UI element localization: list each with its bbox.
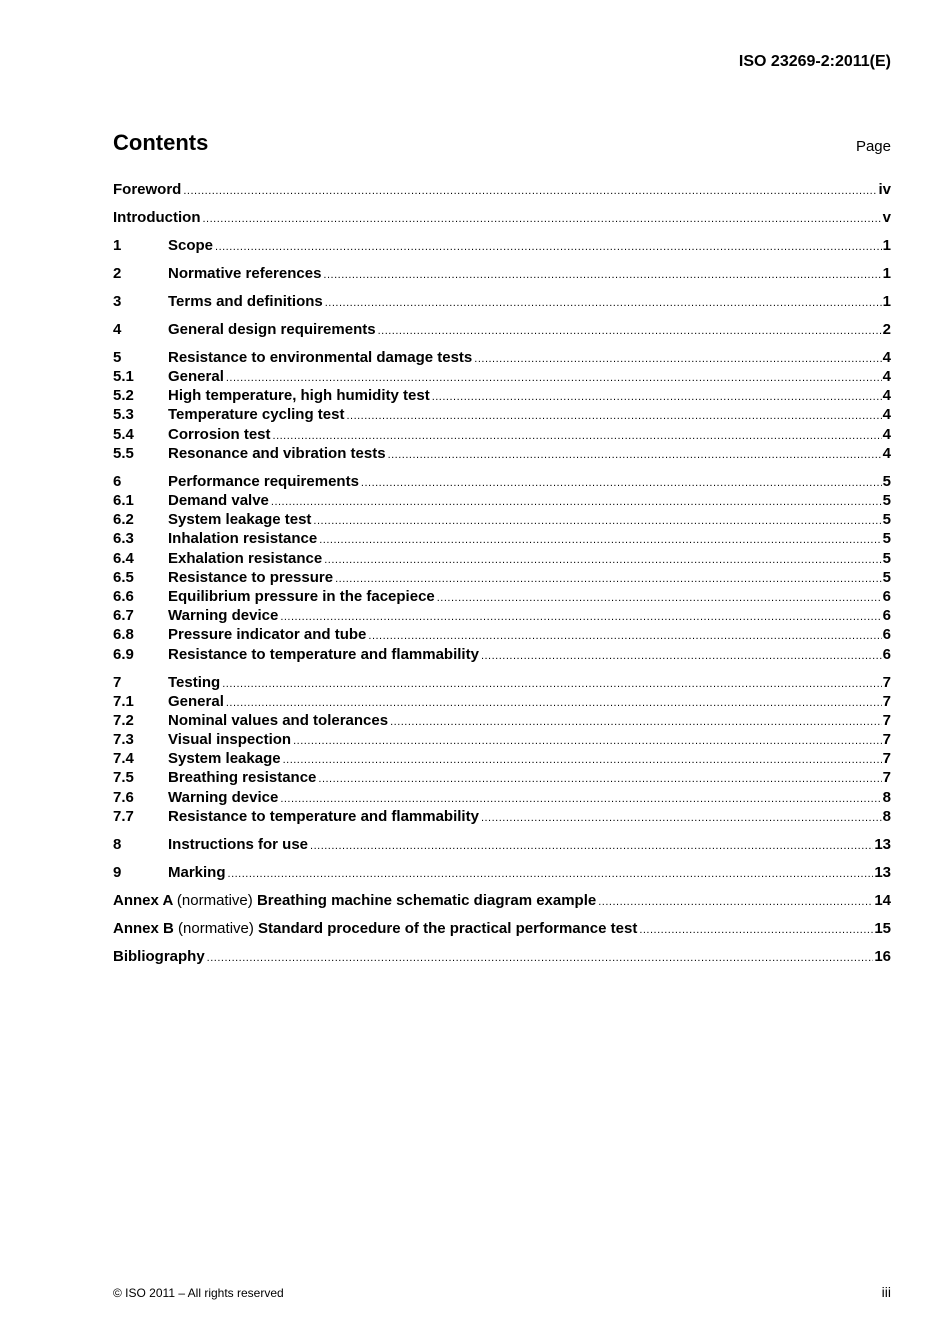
toc-entry[interactable] [113, 529, 891, 548]
toc-entry-number: 7.2 [113, 711, 134, 729]
copyright-footer: © ISO 2011 – All rights reserved [113, 1286, 284, 1300]
toc-entry-title: Instructions for use [168, 835, 309, 853]
toc-entry-title: Equilibrium pressure in the facepiece [168, 587, 435, 605]
toc-entry-page: 7 [882, 711, 891, 729]
toc-entry-title: Visual inspection [168, 731, 292, 749]
toc-entry-page: 6 [882, 607, 891, 625]
dot-leader [361, 474, 882, 493]
toc-entry-title: Resonance and vibration tests [168, 444, 386, 462]
toc-entry-number: 7 [113, 673, 122, 691]
toc-entry-number: 5.5 [113, 444, 134, 462]
page-column-label: Page [855, 138, 891, 155]
toc-entry-number: 3 [113, 292, 122, 310]
toc-entry-page: 5 [882, 568, 891, 586]
toc-entry[interactable] [113, 625, 891, 644]
dot-leader [318, 770, 881, 789]
toc-entry-title [113, 891, 596, 910]
toc-entry-title: Resistance to temperature and flammability [168, 645, 479, 663]
toc-entry-title: System leakage [168, 750, 281, 768]
table-of-contents [113, 180, 891, 966]
dot-leader [319, 531, 881, 550]
toc-entry-number: 5.1 [113, 368, 134, 386]
toc-entry[interactable] [113, 730, 891, 749]
dot-leader [207, 949, 874, 968]
toc-entry-title: Temperature cycling test [168, 406, 345, 424]
dot-leader [222, 675, 881, 694]
toc-entry-number: 6 [113, 472, 122, 490]
dot-leader [183, 182, 877, 201]
toc-entry-page: 5 [882, 492, 891, 510]
toc-entry-page: 7 [882, 731, 891, 749]
dot-leader [390, 713, 882, 732]
toc-entry-title: Resistance to temperature and flammability [168, 807, 479, 825]
toc-entry[interactable] [113, 320, 891, 339]
toc-entry-number: 1 [113, 236, 122, 254]
toc-entry[interactable] [113, 491, 891, 510]
toc-entry-page: 1 [882, 292, 891, 310]
toc-entry-page: 5 [882, 530, 891, 548]
toc-entry-title: Resistance to environmental damage tests [168, 348, 473, 366]
toc-entry-page: 2 [882, 320, 891, 338]
toc-entry-title: Inhalation resistance [168, 530, 318, 548]
toc-entry-page: 4 [882, 387, 891, 405]
toc-entry-title: Marking [168, 863, 226, 881]
footer-page-number: iii [881, 1284, 891, 1300]
toc-entry[interactable] [113, 510, 891, 529]
toc-entry[interactable] [113, 180, 891, 199]
dot-leader [432, 388, 882, 407]
toc-entry[interactable] [113, 405, 891, 424]
toc-entry-number: 7.5 [113, 769, 134, 787]
toc-entry[interactable] [113, 549, 891, 568]
dot-leader [481, 809, 882, 828]
toc-entry[interactable] [113, 292, 891, 311]
toc-entry[interactable] [113, 692, 891, 711]
toc-entry[interactable] [113, 919, 891, 938]
toc-entry-number: 5.3 [113, 406, 134, 424]
toc-entry-page: 8 [882, 807, 891, 825]
toc-entry[interactable] [113, 425, 891, 444]
toc-entry[interactable] [113, 788, 891, 807]
toc-entry-page: 7 [882, 750, 891, 768]
toc-entry-page: 1 [882, 264, 891, 282]
toc-entry-page: iv [878, 181, 891, 198]
dot-leader [378, 322, 882, 341]
dot-leader [481, 647, 882, 666]
toc-entry-title: Corrosion test [168, 425, 271, 443]
toc-entry-title: Normative references [168, 264, 322, 282]
toc-entry-title: General [168, 368, 224, 386]
toc-entry-page: 13 [874, 835, 891, 853]
toc-entry[interactable] [113, 472, 891, 491]
toc-entry[interactable] [113, 835, 891, 854]
toc-entry[interactable] [113, 711, 891, 730]
toc-entry[interactable] [113, 208, 891, 227]
toc-entry-page: 4 [882, 348, 891, 366]
toc-entry-page: 6 [882, 645, 891, 663]
toc-entry-number: 4 [113, 320, 122, 338]
toc-entry-page: 13 [874, 863, 891, 881]
dot-leader [437, 589, 882, 608]
dot-leader [639, 921, 873, 940]
toc-entry-number: 5 [113, 348, 122, 366]
toc-entry[interactable] [113, 807, 891, 826]
toc-entry[interactable] [113, 236, 891, 255]
toc-entry-number: 6.3 [113, 530, 134, 548]
toc-entry-number: 6.4 [113, 549, 134, 567]
toc-entry[interactable] [113, 367, 891, 386]
toc-entry[interactable] [113, 863, 891, 882]
dot-leader [283, 751, 882, 770]
toc-entry-number: 6.8 [113, 626, 134, 644]
toc-entry-page: 1 [882, 236, 891, 254]
toc-entry-page: 5 [882, 511, 891, 529]
toc-entry-title: Terms and definitions [168, 292, 323, 310]
toc-entry-number: 7.6 [113, 788, 134, 806]
toc-entry-title: Warning device [168, 788, 279, 806]
dot-leader [323, 266, 881, 285]
toc-entry-number: 9 [113, 863, 122, 881]
toc-entry[interactable] [113, 673, 891, 692]
annex-title: Breathing machine schematic diagram example [256, 891, 597, 909]
toc-entry-page: 4 [882, 406, 891, 424]
annex-prefix: Annex B [113, 919, 174, 937]
toc-entry-page: 5 [882, 472, 891, 490]
toc-entry[interactable] [113, 386, 891, 405]
toc-entry-number: 7.1 [113, 692, 134, 710]
toc-entry-title [113, 919, 637, 938]
toc-entry-number: 5.4 [113, 425, 134, 443]
toc-entry-page: 15 [874, 919, 891, 937]
annex-label: (normative) [178, 919, 254, 937]
toc-entry[interactable] [113, 348, 891, 367]
toc-entry-page: 8 [882, 788, 891, 806]
toc-entry-title: Performance requirements [168, 472, 359, 490]
contents-title: Contents [113, 130, 209, 155]
toc-entry[interactable] [113, 444, 891, 463]
toc-entry-title: Introduction [113, 208, 201, 226]
toc-entry[interactable] [113, 645, 891, 664]
toc-entry-number: 6.2 [113, 511, 134, 529]
toc-entry-title: High temperature, high humidity test [168, 387, 430, 405]
toc-entry-page: 4 [882, 368, 891, 386]
annex-title: Standard procedure of the practical performance test [258, 919, 638, 937]
toc-entry-title: General [168, 692, 224, 710]
dot-leader [280, 608, 881, 627]
toc-entry[interactable] [113, 947, 891, 966]
dot-leader [313, 512, 881, 531]
dot-leader [271, 493, 882, 512]
dot-leader [310, 837, 873, 856]
toc-entry-title: Demand valve [168, 492, 269, 510]
toc-entry-page: 7 [882, 673, 891, 691]
toc-entry-title: Breathing resistance [168, 769, 317, 787]
toc-entry-number: 7.7 [113, 807, 134, 825]
dot-leader [215, 238, 882, 257]
toc-entry[interactable] [113, 749, 891, 768]
toc-entry-title: Testing [168, 673, 221, 691]
dot-leader [202, 210, 881, 229]
toc-entry-number: 5.2 [113, 387, 134, 405]
toc-entry-title: General design requirements [168, 320, 376, 338]
toc-entry-number: 2 [113, 264, 122, 282]
toc-entry-number: 6.6 [113, 587, 134, 605]
toc-entry-page: 7 [882, 692, 891, 710]
toc-entry-page: 7 [882, 769, 891, 787]
dot-leader [293, 732, 882, 751]
toc-entry-number: 7.3 [113, 731, 134, 749]
dot-leader [598, 893, 873, 912]
document-id: ISO 23269-2:2011(E) [738, 53, 891, 70]
dot-leader [474, 350, 881, 369]
toc-entry-page: 14 [874, 891, 891, 909]
toc-entry-title: Bibliography [113, 947, 205, 965]
toc-entry-title: Scope [168, 236, 214, 254]
annex-label: (normative) [176, 891, 253, 909]
toc-entry-page: 5 [882, 549, 891, 567]
toc-entry-number: 8 [113, 835, 122, 853]
toc-entry-title: Resistance to pressure [168, 568, 334, 586]
toc-entry-number: 6.9 [113, 645, 134, 663]
toc-entry-title: Warning device [168, 607, 279, 625]
dot-leader [346, 407, 881, 426]
toc-entry[interactable] [113, 587, 891, 606]
toc-entry[interactable] [113, 568, 891, 587]
toc-entry-title: System leakage test [168, 511, 312, 529]
toc-entry-page: 4 [882, 444, 891, 462]
toc-entry-title: Exhalation resistance [168, 549, 323, 567]
toc-entry-title: Foreword [113, 181, 182, 198]
toc-entry[interactable] [113, 768, 891, 787]
toc-entry-number: 7.4 [113, 750, 134, 768]
toc-entry-page: 6 [882, 626, 891, 644]
toc-entry-page: 6 [882, 587, 891, 605]
toc-entry-number: 6.7 [113, 607, 134, 625]
dot-leader [325, 294, 882, 313]
dot-leader [388, 446, 882, 465]
toc-entry-page: 4 [882, 425, 891, 443]
toc-entry[interactable] [113, 606, 891, 625]
toc-entry-title: Nominal values and tolerances [168, 711, 389, 729]
toc-entry[interactable] [113, 264, 891, 283]
toc-entry[interactable] [113, 891, 891, 910]
dot-leader [228, 865, 874, 884]
toc-entry-number: 6.5 [113, 568, 134, 586]
toc-entry-title: Pressure indicator and tube [168, 626, 367, 644]
dot-leader [324, 551, 881, 570]
annex-prefix: Annex A [113, 891, 173, 909]
toc-entry-number: 6.1 [113, 492, 134, 510]
toc-entry-page: 16 [874, 947, 891, 965]
toc-entry-page: v [882, 208, 891, 226]
